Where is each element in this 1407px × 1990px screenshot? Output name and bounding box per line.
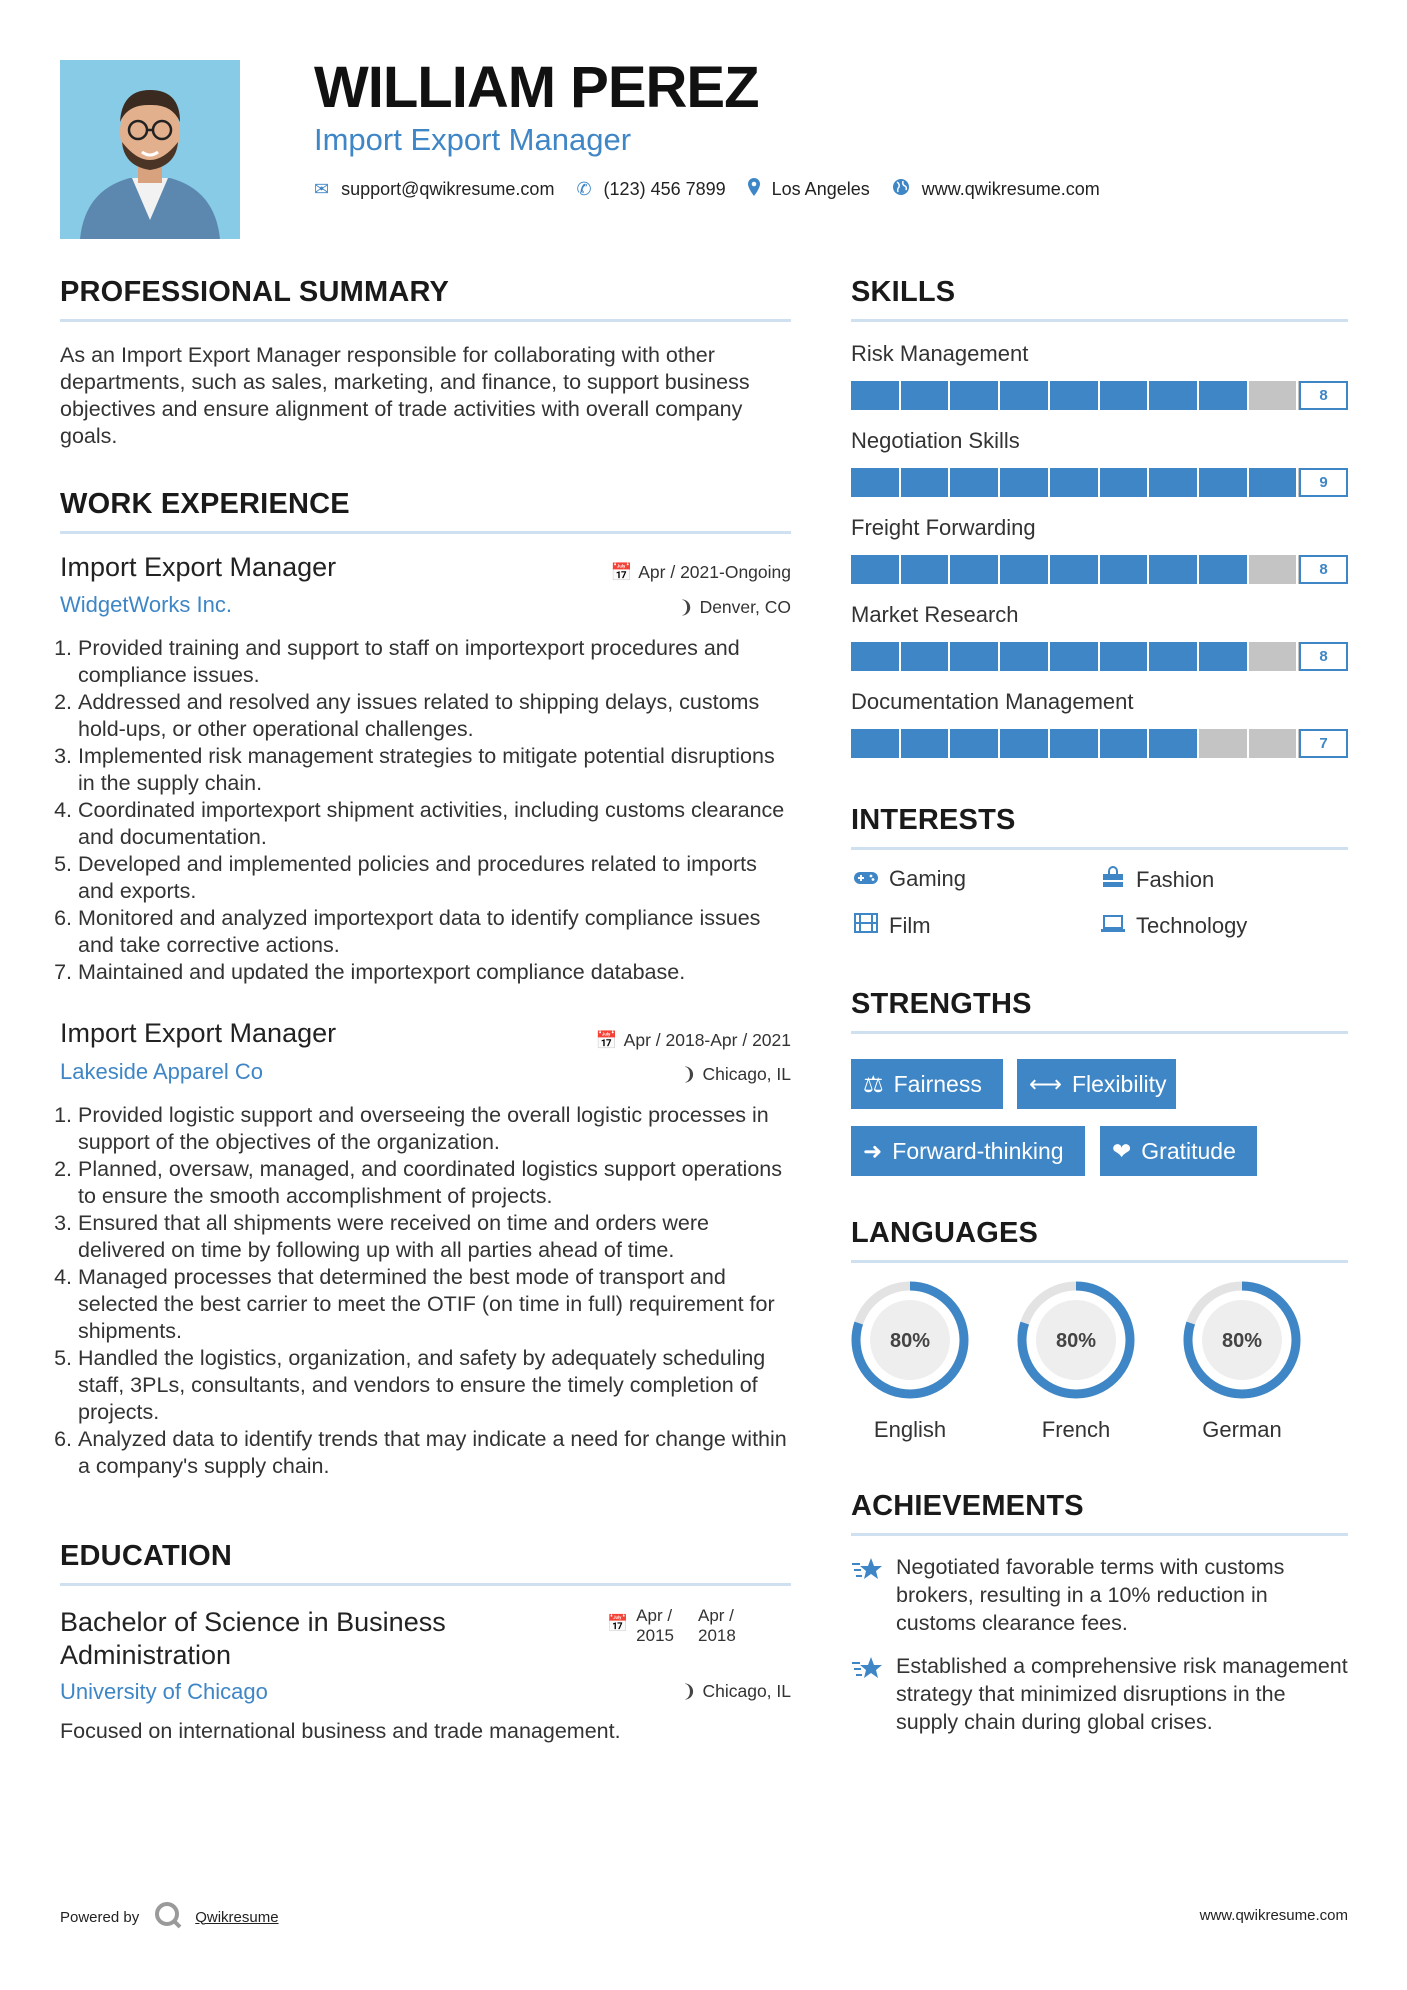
skill-bar-segment bbox=[1000, 642, 1050, 671]
skill-bar-segment bbox=[1100, 468, 1150, 497]
skill-bar-segment bbox=[1100, 729, 1150, 758]
job-location-text: Chicago, IL bbox=[702, 1064, 791, 1084]
list-item: 4. Managed processes that determined the best mode of transport and selected the best carrier to meet the OTIF (on time in full) requirement for shipments. bbox=[78, 1264, 791, 1345]
skill-bar-segment bbox=[1149, 555, 1199, 584]
interest-label: Technology bbox=[1136, 913, 1248, 938]
language-item bbox=[1006, 1278, 1146, 1443]
education-description: Focused on international business and trade management. bbox=[60, 1719, 621, 1743]
calendar-icon: 📅 bbox=[595, 1030, 618, 1050]
languages-rule bbox=[851, 1260, 1348, 1263]
skill-bar-segment bbox=[901, 729, 951, 758]
skill-bar-segment bbox=[1000, 468, 1050, 497]
strength-tag-gratitude bbox=[1100, 1126, 1257, 1176]
list-item: 5. Developed and implemented policies and procedures related to imports and exports. bbox=[78, 851, 791, 905]
skill-value: 8 bbox=[1299, 381, 1348, 410]
skill-row bbox=[851, 341, 1348, 404]
footer-brand-link[interactable]: Qwikresume bbox=[195, 1908, 279, 1926]
summary-rule bbox=[60, 319, 791, 322]
job-duties bbox=[60, 635, 791, 986]
education-start bbox=[636, 1606, 674, 1646]
duties-list bbox=[60, 635, 791, 986]
balance-scale-icon: ⚖ bbox=[863, 1071, 884, 1097]
skill-bar bbox=[851, 729, 1348, 758]
footer-website[interactable]: www.qwikresume.com bbox=[1199, 1907, 1348, 1924]
language-name: German bbox=[1202, 1417, 1282, 1442]
arrow-right-icon: ➜ bbox=[863, 1138, 883, 1164]
interest-label: Gaming bbox=[889, 866, 967, 891]
skill-bar-segment bbox=[1199, 381, 1249, 410]
candidate-name: WILLIAM PEREZ bbox=[314, 55, 759, 120]
strengths-rule bbox=[851, 1031, 1348, 1034]
strengths-heading: STRENGTHS bbox=[851, 988, 1032, 1020]
skill-bar-segment bbox=[1000, 555, 1050, 584]
skill-bar-segment bbox=[1249, 381, 1299, 410]
languages-list bbox=[840, 1278, 1350, 1448]
skill-bar-segment bbox=[1100, 642, 1150, 671]
summary-heading: PROFESSIONAL SUMMARY bbox=[60, 276, 450, 308]
skill-bar-segment bbox=[851, 642, 901, 671]
experience-heading: WORK EXPERIENCE bbox=[60, 488, 350, 520]
skill-bar-segment bbox=[1050, 381, 1100, 410]
skill-bar-segment bbox=[1100, 555, 1150, 584]
strength-label: Fairness bbox=[893, 1071, 982, 1097]
language-name: English bbox=[873, 1417, 947, 1442]
skill-bar bbox=[851, 555, 1348, 584]
skill-label: Negotiation Skills bbox=[851, 428, 1020, 453]
star-icon bbox=[851, 1556, 883, 1591]
skill-bar-segment bbox=[901, 381, 951, 410]
skill-row bbox=[851, 689, 1348, 752]
skill-bar-segment bbox=[1249, 555, 1299, 584]
contact-website[interactable]: www.qwikresume.com bbox=[921, 179, 1100, 199]
interests-heading: INTERESTS bbox=[851, 804, 1016, 836]
gamepad-icon bbox=[851, 866, 881, 892]
skill-row bbox=[851, 515, 1348, 578]
skill-bar-segment bbox=[1199, 729, 1249, 758]
strength-label: Gratitude bbox=[1141, 1138, 1236, 1164]
language-item bbox=[1172, 1278, 1312, 1443]
phone-icon: ✆ bbox=[576, 179, 592, 199]
interests-rule bbox=[851, 847, 1348, 850]
job-dates-text: Apr / 2021-Ongoing bbox=[638, 562, 791, 582]
profile-photo bbox=[60, 60, 240, 239]
education-rule bbox=[60, 1583, 791, 1586]
footer-powered-by bbox=[60, 1900, 279, 1934]
skill-bar-segment bbox=[1000, 729, 1050, 758]
skill-bar-segment bbox=[950, 468, 1000, 497]
contact-email[interactable]: support@qwikresume.com bbox=[341, 179, 555, 199]
contact-location: Los Angeles bbox=[771, 179, 870, 199]
language-percent: 80% bbox=[1221, 1330, 1263, 1352]
skill-label: Risk Management bbox=[851, 341, 1029, 366]
skill-bar-segment bbox=[851, 555, 901, 584]
skill-bar-segment bbox=[1050, 468, 1100, 497]
degree-title: Bachelor of Science in Business Administration bbox=[60, 1607, 446, 1670]
skill-label: Documentation Management bbox=[851, 689, 1134, 714]
pin-icon: ❩ bbox=[681, 1681, 697, 1701]
skill-bar-segment bbox=[950, 555, 1000, 584]
job-title: Import Export Manager bbox=[60, 552, 337, 582]
skill-bar-segment bbox=[901, 642, 951, 671]
heart-icon: ❤ bbox=[1112, 1138, 1132, 1164]
skill-bar-segment bbox=[851, 468, 901, 497]
education-start-month: Apr / bbox=[636, 1606, 673, 1625]
skill-bar-segment bbox=[1199, 468, 1249, 497]
pin-icon: ❩ bbox=[681, 1064, 697, 1084]
education-location bbox=[682, 1681, 791, 1702]
skill-bar-segment bbox=[1249, 642, 1299, 671]
list-item: 7. Maintained and updated the importexport compliance database. bbox=[78, 959, 791, 986]
skill-bar-segment bbox=[851, 729, 901, 758]
skill-label: Market Research bbox=[851, 602, 1019, 627]
list-item: 3. Ensured that all shipments were received on time and orders were delivered on time by following up with all parties ahead of time. bbox=[78, 1210, 791, 1264]
skill-value: 7 bbox=[1299, 729, 1348, 758]
duties-list bbox=[60, 1102, 791, 1480]
skill-value: 8 bbox=[1299, 642, 1348, 671]
job-duties bbox=[60, 1102, 791, 1480]
qwikresume-logo-icon bbox=[153, 1900, 183, 1934]
language-percent: 80% bbox=[889, 1330, 931, 1352]
skill-bar-segment bbox=[1050, 729, 1100, 758]
job-dates bbox=[596, 1030, 791, 1051]
summary-text: As an Import Export Manager responsible for collaborating with other departments, such as sales, marketing, and finance, to support business objectives and ensure alignment of trade activities with overall company goals. bbox=[60, 343, 750, 448]
education-end-year: 2018 bbox=[698, 1626, 736, 1645]
skill-row bbox=[851, 602, 1348, 665]
powered-by-text: Powered by bbox=[60, 1908, 140, 1926]
map-marker-icon bbox=[748, 178, 760, 201]
skill-bar bbox=[851, 642, 1348, 671]
skill-bar-segment bbox=[901, 468, 951, 497]
strength-label: Flexibility bbox=[1071, 1071, 1167, 1097]
education-dates bbox=[607, 1606, 736, 1646]
job-title: Import Export Manager bbox=[60, 1018, 337, 1048]
interest-film bbox=[851, 913, 931, 939]
education-end-month: Apr / bbox=[698, 1606, 734, 1625]
list-item: 2. Planned, oversaw, managed, and coordinated logistics support operations to ensure the smooth accomplishment of projects. bbox=[78, 1156, 791, 1210]
skill-row bbox=[851, 428, 1348, 491]
skill-label: Freight Forwarding bbox=[851, 515, 1036, 540]
job-location bbox=[679, 597, 791, 618]
candidate-title: Import Export Manager bbox=[314, 122, 632, 157]
skill-bar-segment bbox=[1050, 555, 1100, 584]
globe-icon bbox=[892, 178, 910, 201]
language-item bbox=[840, 1278, 980, 1443]
strength-label: Forward-thinking bbox=[892, 1138, 1064, 1164]
list-item: 1. Provided logistic support and overseeing the overall logistic processes in support of the objectives of the organization. bbox=[78, 1102, 791, 1156]
pin-icon: ❩ bbox=[678, 597, 694, 617]
strength-tag-forward-thinking bbox=[851, 1126, 1085, 1176]
skill-bar-segment bbox=[851, 381, 901, 410]
language-donut bbox=[1006, 1278, 1146, 1402]
interest-gaming bbox=[851, 866, 966, 892]
skill-bar-segment bbox=[1149, 729, 1199, 758]
education-end bbox=[698, 1606, 736, 1646]
list-item: 2. Addressed and resolved any issues related to shipping delays, customs hold-ups, or other operational challenges. bbox=[78, 689, 791, 743]
education-location-text: Chicago, IL bbox=[702, 1681, 791, 1701]
interest-label: Film bbox=[889, 913, 931, 938]
interest-technology bbox=[1098, 913, 1247, 939]
education-start-year: 2015 bbox=[636, 1626, 674, 1645]
skill-bar-segment bbox=[950, 642, 1000, 671]
strength-tag-flexibility bbox=[1017, 1059, 1176, 1109]
languages-heading: LANGUAGES bbox=[851, 1217, 1039, 1249]
strength-tag-fairness bbox=[851, 1059, 1003, 1109]
skills-rule bbox=[851, 319, 1348, 322]
skill-bar-segment bbox=[1249, 468, 1299, 497]
calendar-icon: 📅 bbox=[607, 1614, 629, 1633]
achievements-rule bbox=[851, 1533, 1348, 1536]
film-icon bbox=[851, 913, 881, 939]
job-dates-text: Apr / 2018-Apr / 2021 bbox=[623, 1030, 791, 1050]
skill-bar-segment bbox=[1249, 729, 1299, 758]
skill-bar bbox=[851, 381, 1348, 410]
list-item: 3. Implemented risk management strategies to mitigate potential disruptions in the supply chain. bbox=[78, 743, 791, 797]
achievements-heading: ACHIEVEMENTS bbox=[851, 1490, 1084, 1522]
job-dates bbox=[610, 562, 791, 583]
interest-label: Fashion bbox=[1136, 867, 1215, 892]
bag-icon bbox=[1098, 866, 1128, 894]
skill-bar bbox=[851, 468, 1348, 497]
contact-bar bbox=[314, 178, 1122, 201]
skill-bar-segment bbox=[1149, 468, 1199, 497]
skill-value: 9 bbox=[1299, 468, 1348, 497]
language-donut bbox=[840, 1278, 980, 1402]
skill-bar-segment bbox=[1050, 642, 1100, 671]
list-item: 5. Handled the logistics, organization, and safety by adequately scheduling staff, 3PLs, consultants, and vendors to ensure the timely completion of projects. bbox=[78, 1345, 791, 1426]
skill-bar-segment bbox=[1100, 381, 1150, 410]
arrows-horizontal-icon: ⟷ bbox=[1029, 1071, 1062, 1097]
list-item: 4. Coordinated importexport shipment activities, including customs clearance and documentation. bbox=[78, 797, 791, 851]
list-item: 1. Provided training and support to staff on importexport procedures and compliance issues. bbox=[78, 635, 791, 689]
job-location-text: Denver, CO bbox=[699, 597, 791, 617]
list-item: 6. Monitored and analyzed importexport data to identify compliance issues and take corrective actions. bbox=[78, 905, 791, 959]
experience-rule bbox=[60, 531, 791, 534]
language-name: French bbox=[1041, 1417, 1111, 1442]
language-donut bbox=[1172, 1278, 1312, 1402]
school-name: University of Chicago bbox=[60, 1679, 268, 1704]
skill-bar-segment bbox=[1000, 381, 1050, 410]
education-heading: EDUCATION bbox=[60, 1540, 233, 1572]
job-location bbox=[682, 1064, 791, 1085]
job-company: Lakeside Apparel Co bbox=[60, 1059, 264, 1084]
skill-bar-segment bbox=[1199, 642, 1249, 671]
skill-value: 8 bbox=[1299, 555, 1348, 584]
envelope-icon: ✉ bbox=[314, 179, 330, 199]
skill-bar-segment bbox=[901, 555, 951, 584]
laptop-icon bbox=[1098, 913, 1128, 939]
contact-phone[interactable]: (123) 456 7899 bbox=[603, 179, 726, 199]
achievement-item: Negotiated favorable terms with customs brokers, resulting in a 10% reduction in customs clearance fees. bbox=[896, 1555, 1285, 1635]
skill-bar-segment bbox=[1199, 555, 1249, 584]
list-item: 6. Analyzed data to identify trends that may indicate a need for change within a company's supply chain. bbox=[78, 1426, 791, 1480]
skill-bar-segment bbox=[950, 729, 1000, 758]
calendar-icon: 📅 bbox=[610, 562, 633, 582]
skill-bar-segment bbox=[1149, 642, 1199, 671]
skill-bar-segment bbox=[1149, 381, 1199, 410]
achievement-item: Established a comprehensive risk management strategy that minimized disruptions in the supply chain during global crises. bbox=[896, 1654, 1348, 1734]
language-percent: 80% bbox=[1055, 1330, 1097, 1352]
star-icon bbox=[851, 1655, 883, 1690]
skill-bar-segment bbox=[950, 381, 1000, 410]
skills-heading: SKILLS bbox=[851, 276, 956, 308]
job-company: WidgetWorks Inc. bbox=[60, 592, 232, 617]
interest-fashion bbox=[1098, 866, 1214, 894]
